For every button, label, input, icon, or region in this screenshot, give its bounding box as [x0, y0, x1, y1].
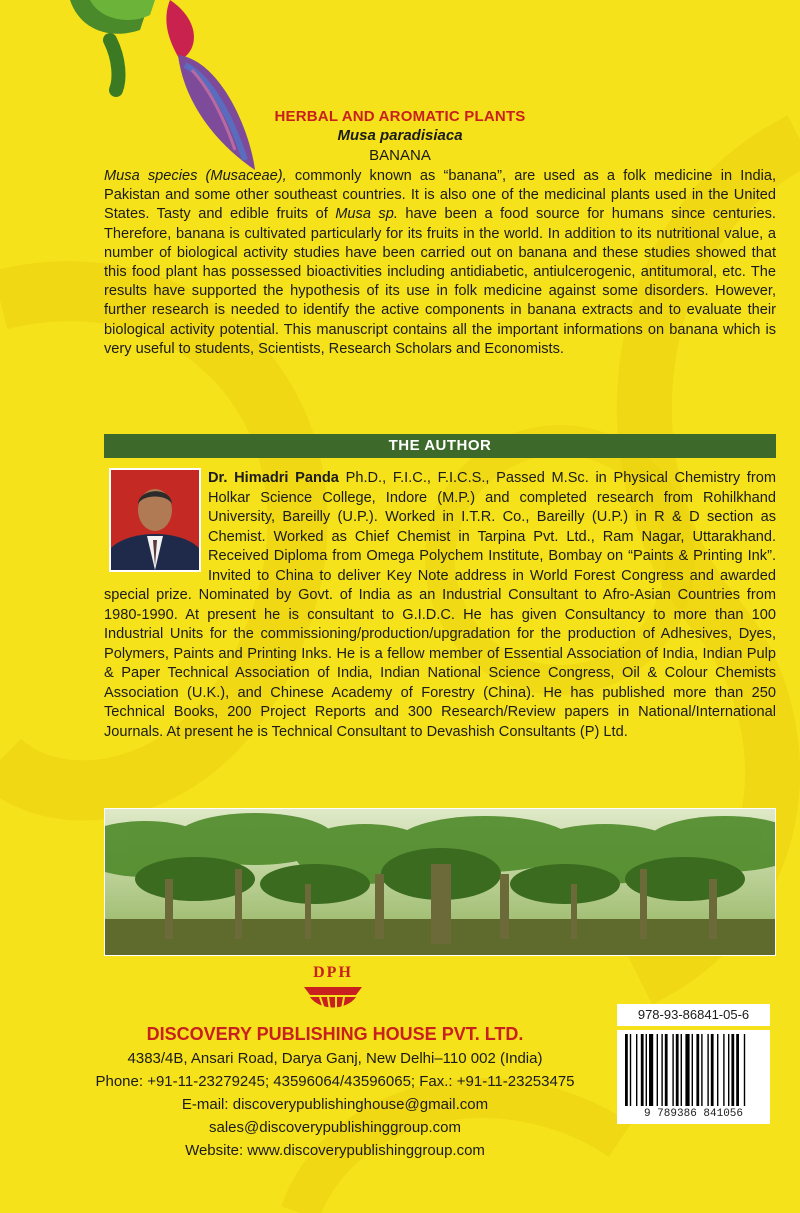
author-bio-text: Ph.D., F.I.C., F.I.C.S., Passed M.Sc. in Physical Chemistry from Holkar Science College, Indore (M.P.) and completed research from Rohilkhand University, Bareilly (U.P.). Worked in I.T.R. Co., Bareilly (U.P.) in R & D section as Chemist. Worked as Chief Chemist in Tarpina Pvt. Ltd., Ram Nagar, Uttarakhand. Received Diploma from Omega Polychem Institute, Bombay on “Paints & Printing Ink”. Invited to China to deliver Key Note address in World Forest Congress and awarded special prize. Nominated by Govt. of India as an Industrial Consultant to Afro-Asian Countries from 1980-1990. At present he is consultant to G.I.D.C. He has given Consultancy to more than 100 Industrial Units for the commissioning/production/upgradation for the production of Adhesives, Dyes, Polymers, Paints and Printing Inks. He is a fellow member of Essential Association of India, Indian Pulp & Paper Technical Association of India, Indian National Science Congress, Oil & Colour Chemists Association (U.K.), and Chinese Academy of Forestry (China). He has published more than 250 Technical Books, 200 Project Reports and 300 Research/Review papers in National/International Journals. At present he is Technical Consultant to Devashish Consultants (P) Ltd.: [104, 470, 776, 740]
publisher-website: Website: www.discoverypublishinggroup.com: [185, 1142, 485, 1159]
isbn-label: 978-93-86841-05-6: [617, 1004, 770, 1026]
common-name: BANANA: [369, 147, 431, 164]
publisher-phone: Phone: +91-11-23279245; 43596064/43596065; Fax.: +91-11-23253475: [95, 1073, 575, 1090]
description-italic-genus: Musa sp.: [335, 206, 398, 223]
book-description: [104, 167, 776, 359]
publisher-email: E-mail: discoverypublishinghouse@gmail.com: [181, 1096, 489, 1113]
author-bio: [104, 469, 776, 742]
author-section-heading: THE AUTHOR: [104, 434, 776, 458]
description-lead-italic: Musa species (Musaceae),: [104, 168, 287, 184]
author-name: Dr. Himadri Panda: [208, 470, 339, 486]
banana-plantation-photo: [104, 808, 776, 956]
description-part2: have been a food source for humans since centuries. Therefore, banana is cultivated particularly for its fruits in the world. In addition to its nutritional value, a number of biological activity studies have been carried out on banana and these studies showed that this food plant has possessed bioactivities including antidiabetic, antiulcerogenic, antitumoral, etc. The results have supported the hypothesis of its use in folk medicine against some disorders. However, further research is needed to identify the active components in banana extracts and to evaluate their biological activity potential. This manuscript contains all the important informations on banana which is very useful to students, Scientists, Research Scholars and Economists.: [104, 206, 776, 357]
logo-text: DPH: [313, 964, 353, 981]
isbn-barcode-digits: 9 789386 841056: [617, 1106, 770, 1122]
publisher-name: DISCOVERY PUBLISHING HOUSE PVT. LTD.: [146, 1024, 524, 1044]
author-photo: [109, 468, 201, 572]
publisher-address: 4383/4B, Ansari Road, Darya Ganj, New Delhi–110 002 (India): [127, 1050, 543, 1067]
description-part1: commonly known as “banana”, are used as a folk medicine in India, Pakistan and some other southeast countries. It is also one of the medicinal plants used in the United States. Tasty and edible fruits of: [104, 168, 776, 223]
series-title: HERBAL AND AROMATIC PLANTS: [274, 108, 526, 125]
scientific-name: Musa paradisiaca: [337, 127, 463, 144]
publisher-sales-email: sales@discoverypublishinggroup.com: [208, 1119, 462, 1136]
